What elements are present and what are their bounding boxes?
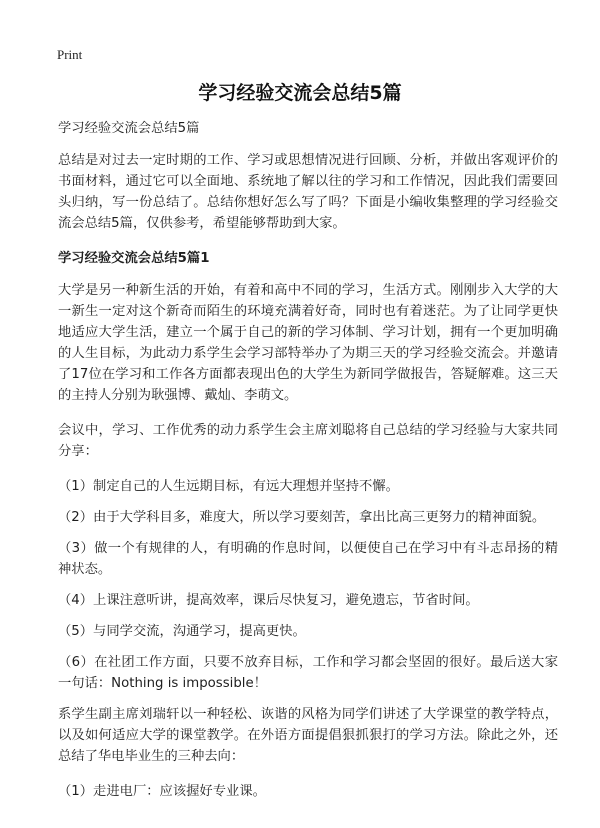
list-item: （5）与同学交流，沟通学习，提高更快。 xyxy=(58,624,306,639)
closing-paragraph: 系学生副主席刘瑞轩以一种轻松、诙谐的风格为同学们讲述了大学课堂的教学特点，以及如何适应大学的课堂教学。在外语方面提倡狠抓狠打的学习方法。除此之外，还总结了华电毕业生的三种去向： xyxy=(58,707,558,764)
body-paragraph: 大学是另一种新生活的开始，有着和高中不同的学习，生活方式。刚刚步入大学的大一新生一定对这个新奇而陌生的环境充满着好奇，同时也有着迷茫。为了让同学更快地适应大学生活，建立一个属于自己的新的学习体制、学习计划，拥有一个更加明确的人生目标，为此动力系学生会学习部特举办了为期三天的学习经验交流会。并邀请了17位在学习和工作各方面都表现出色的大学生为新同学做报告，答疑解难。这三天的主持人分别为耿强博、戴灿、李萌文。 xyxy=(58,283,558,403)
document-title: 学习经验交流会总结5篇 xyxy=(198,82,402,104)
document-subtitle: 学习经验交流会总结5篇 xyxy=(58,121,200,136)
intro-paragraph: 总结是对过去一定时期的工作、学习或思想情况进行回顾、分析，并做出客观评价的书面材料，通过它可以全面地、系统地了解以往的学习和工作情况，因此我们需要回头归纳，写一份总结了。总结你想好怎么写了吗？下面是小编收集整理的学习经验交流会总结5篇，仅供参考，希望能够帮助到大家。 xyxy=(58,153,558,231)
section-heading: 学习经验交流会总结5篇1 xyxy=(58,251,210,266)
list-item: （1）制定自己的人生远期目标，有远大理想并坚持不懈。 xyxy=(58,479,399,494)
list-item: （1）走进电厂：应该握好专业课。 xyxy=(58,784,266,799)
list-item: （2）由于大学科目多，难度大，所以学习要刻苦，拿出比高三更努力的精神面貌。 xyxy=(58,510,546,525)
list-item: （6）在社团工作方面，只要不放弃目标，工作和学习都会坚固的很好。最后送大家一句话：Nothing is impossible！ xyxy=(58,655,558,691)
document-body xyxy=(58,118,558,812)
body-paragraph: 会议中，学习、工作优秀的动力系学生会主席刘聪将自己总结的学习经验与大家共同分享： xyxy=(58,423,558,459)
print-link[interactable]: Print xyxy=(57,47,83,62)
list-item: （4）上课注意听讲，提高效率，课后尽快复习，避免遗忘，节省时间。 xyxy=(58,593,479,608)
list-item: （3）做一个有规律的人，有明确的作息时间，以便使自己在学习中有斗志昂扬的精神状态。 xyxy=(58,541,558,577)
